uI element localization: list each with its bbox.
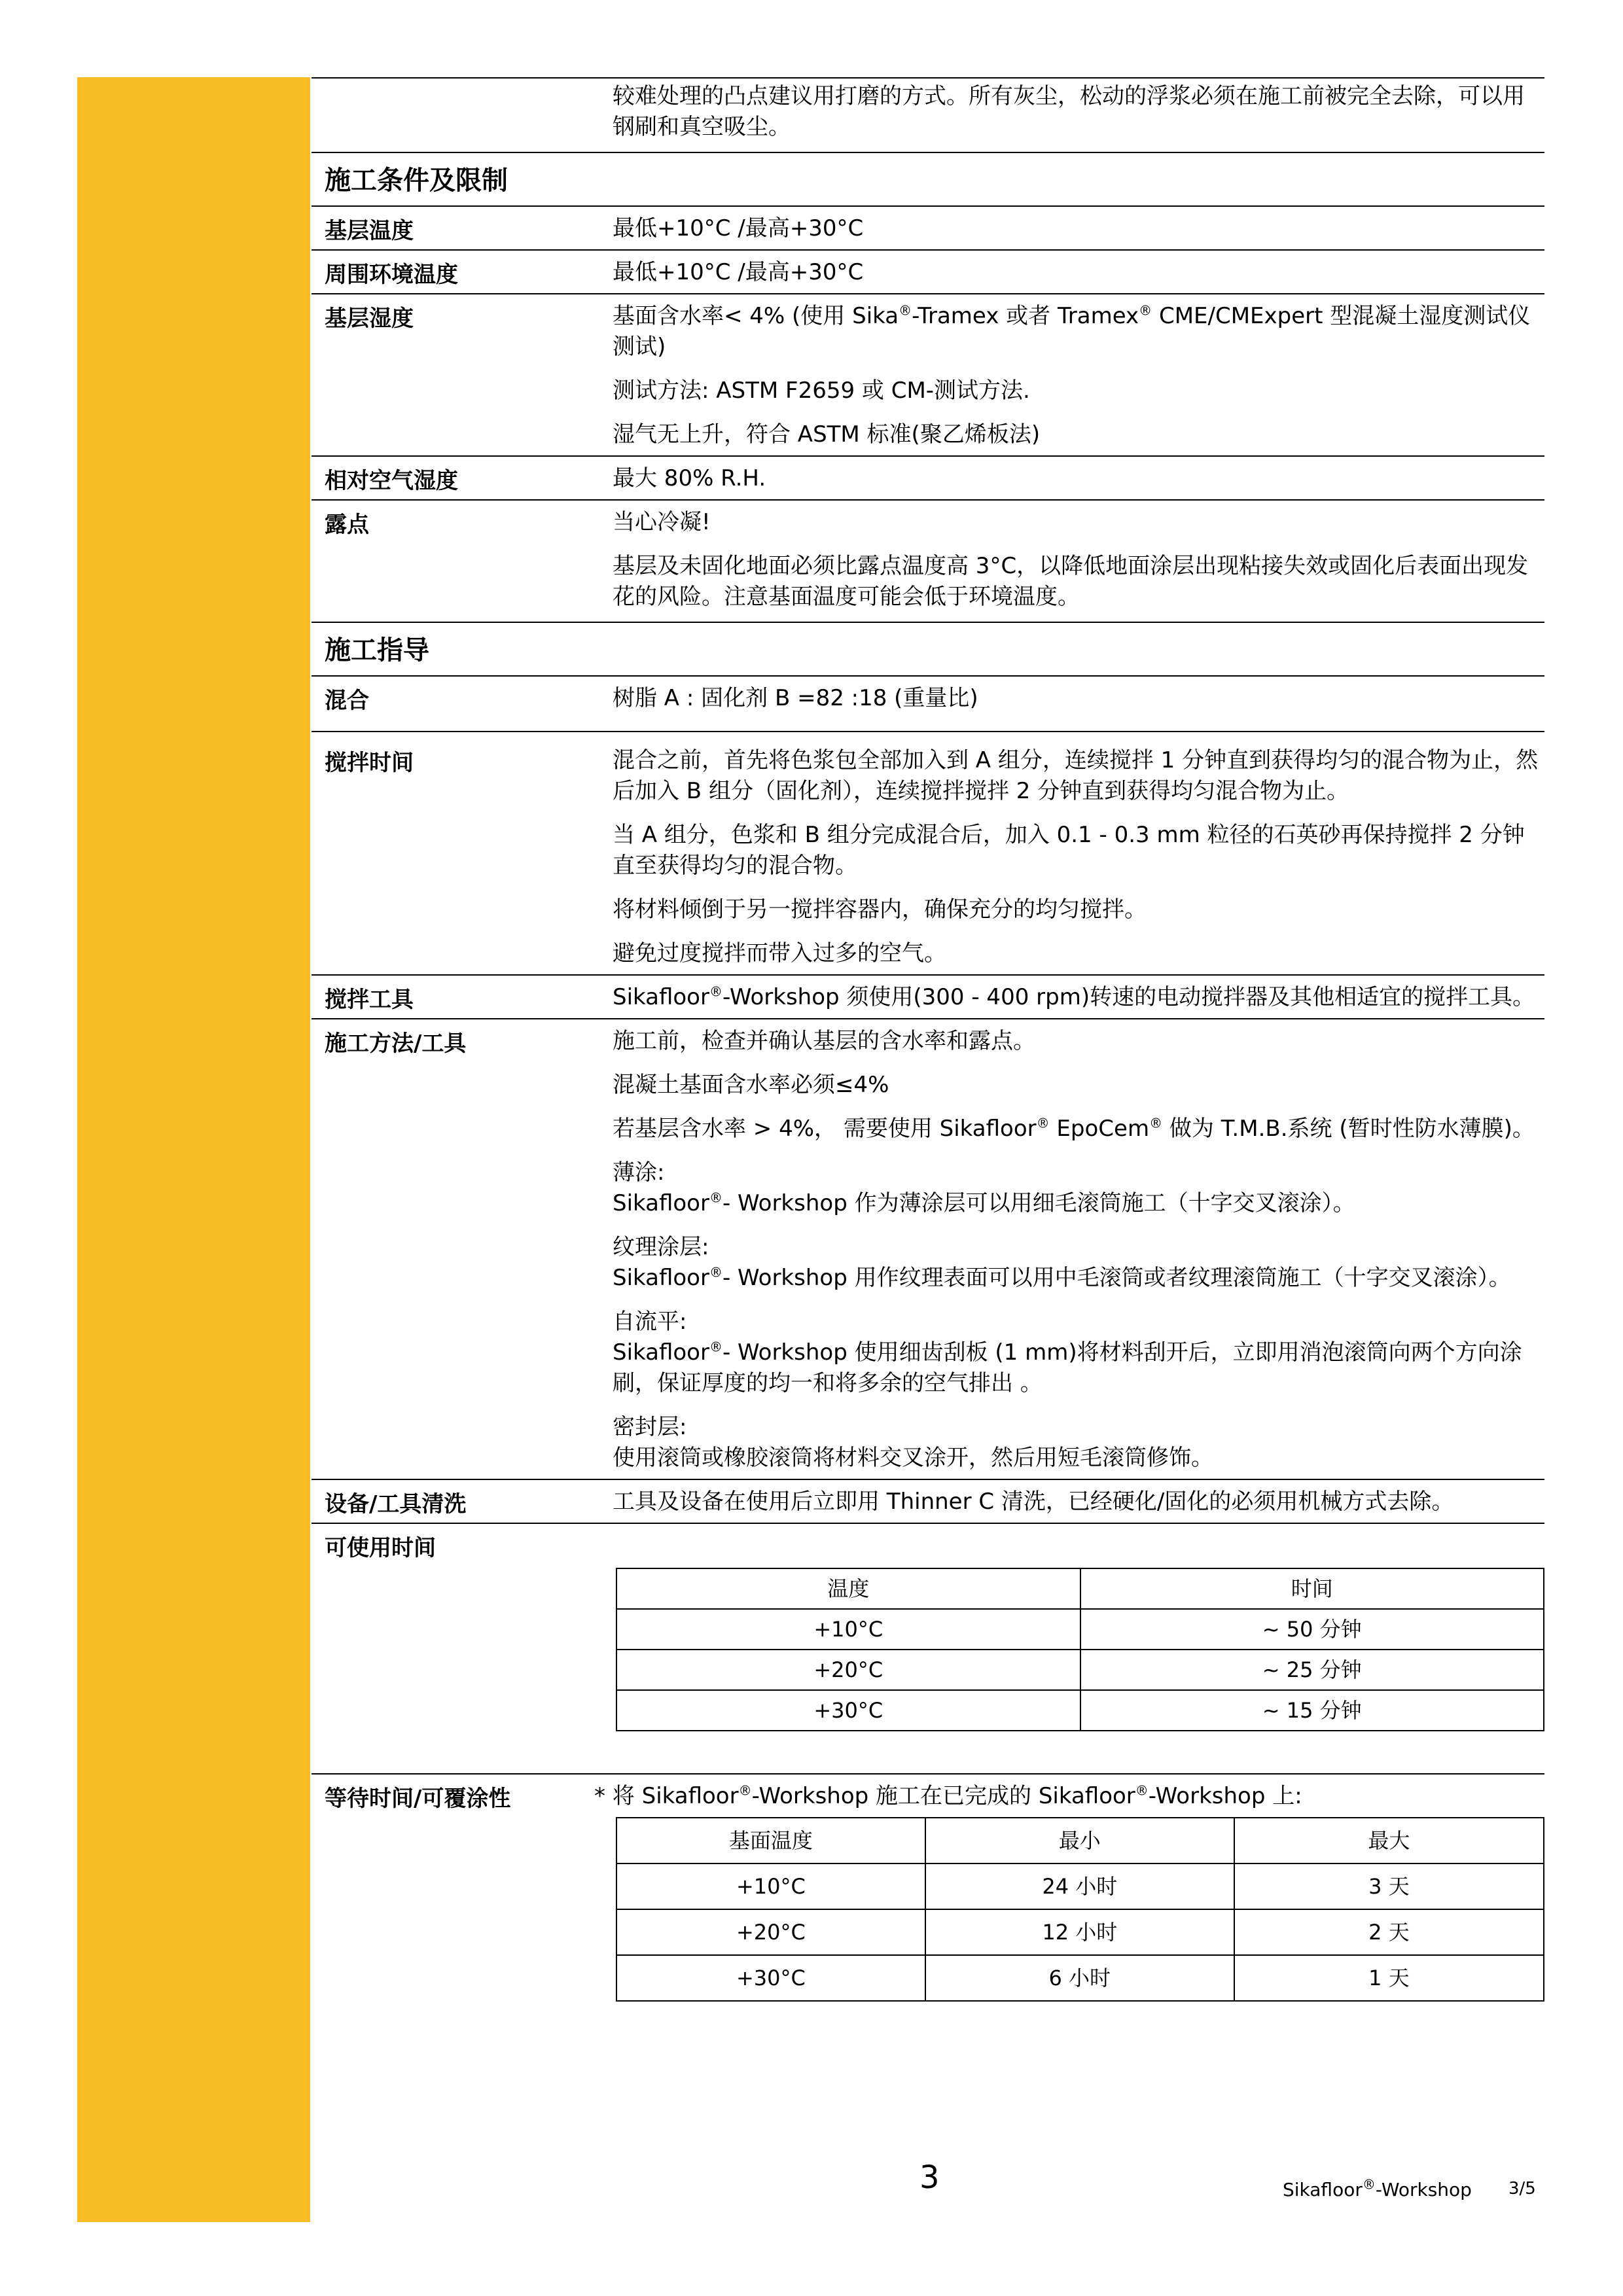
table-row — [616, 1863, 1544, 1909]
table-cell: ~ 25 分钟 — [1080, 1650, 1544, 1690]
label-mixing: 混合 — [325, 688, 369, 714]
label-substrate-temp: 基层温度 — [325, 218, 414, 244]
row-dew-point — [312, 499, 1544, 622]
table-row — [616, 1909, 1544, 1955]
row-prep-continued — [312, 77, 1544, 152]
section-conditions-title: 施工条件及限制 — [312, 152, 1544, 205]
table-header-cell: 时间 — [1080, 1568, 1544, 1609]
brand-sidebar-bar — [77, 77, 310, 2222]
value-waiting-time — [581, 1775, 1544, 2002]
row-cleaning — [312, 1479, 1544, 1523]
application-text-1: 施工前，检查并确认基层的含水率和露点。 — [613, 1028, 1035, 1054]
value-ambient-temp: 最低+10°C /最高+30°C — [613, 259, 864, 285]
table-header-row — [616, 1818, 1544, 1863]
value-application — [581, 1019, 1544, 1479]
pot-life-table — [616, 1568, 1544, 1731]
table-cell: +30°C — [616, 1955, 925, 2001]
mixing-time-text-1: 混合之前，首先将色浆包全部加入到 A 组分，连续搅拌 1 分钟直到获得均匀的混合物为止，然后加入 B 组分（固化剂），连续搅拌搅拌 2 分钟直到获得均匀混合物为止。 — [613, 747, 1539, 804]
table-header-row — [616, 1568, 1544, 1609]
application-thin-coat: 薄涂: Sikafloor®- Workshop 作为薄涂层可以用细毛滚筒施工（十字交叉滚涂）。 — [613, 1159, 1355, 1216]
value-relative-humidity: 最大 80% R.H. — [613, 465, 766, 491]
table-cell: 24 小时 — [925, 1863, 1234, 1909]
moisture-text-1: 基面含水率< 4% (使用 Sika®-Tramex 或者 Tramex® CME/CMExpert 型混凝土湿度测试仪测试) — [613, 302, 1531, 360]
table-header-cell: 最大 — [1234, 1818, 1544, 1863]
value-substrate-moisture — [581, 294, 1544, 455]
footer-page-of: 3/5 — [1508, 2179, 1536, 2199]
label-mixing-time: 搅拌时间 — [325, 750, 414, 776]
table-cell: +10°C — [616, 1863, 925, 1909]
row-label-empty — [312, 79, 581, 152]
application-seal-coat: 密封层: 使用滚筒或橡胶滚筒将材料交叉涂开，然后用短毛滚筒修饰。 — [613, 1414, 1213, 1471]
row-waiting-time — [312, 1773, 1544, 2002]
row-ambient-temp — [312, 249, 1544, 293]
value-substrate-temp: 最低+10°C /最高+30°C — [613, 215, 864, 241]
table-cell: +20°C — [616, 1909, 925, 1955]
value-mixing-tools: Sikafloor®-Workshop 须使用(300 - 400 rpm)转速的电动搅拌器及其他相适宜的搅拌工具。 — [613, 983, 1535, 1010]
label-relative-humidity: 相对空气湿度 — [325, 468, 458, 494]
application-text-3: 若基层含水率 > 4%， 需要使用 Sikafloor® EpoCem® 做为 T.M.B.系统 (暂时性防水薄膜)。 — [613, 1115, 1535, 1142]
row-mixing-time — [312, 731, 1544, 974]
value-mixing: 树脂 A : 固化剂 B =82 :18 (重量比) — [613, 685, 978, 711]
application-text-2: 混凝土基面含水率必须≤4% — [613, 1072, 889, 1098]
mixing-time-text-4: 避免过度搅拌而带入过多的空气。 — [613, 940, 946, 966]
row-relative-humidity — [312, 455, 1544, 499]
row-mixing — [312, 675, 1544, 731]
label-pot-life: 可使用时间 — [325, 1535, 436, 1561]
table-cell: +30°C — [616, 1690, 1080, 1731]
label-ambient-temp: 周围环境温度 — [325, 262, 458, 288]
mixing-time-text-3: 将材料倾倒于另一搅拌容器内，确保充分的均匀搅拌。 — [613, 896, 1147, 923]
table-cell: ~ 15 分钟 — [1080, 1690, 1544, 1731]
application-self-leveling: 自流平: Sikafloor®- Workshop 使用细齿刮板 (1 mm)将材料刮开后，立即用消泡滚筒向两个方向涂刷，保证厚度的均一和将多余的空气排出 。 — [613, 1309, 1522, 1396]
table-header-cell: 基面温度 — [616, 1818, 925, 1863]
table-cell: +20°C — [616, 1650, 1080, 1690]
table-cell: ~ 50 分钟 — [1080, 1609, 1544, 1650]
table-cell: 2 天 — [1234, 1909, 1544, 1955]
table-header-cell: 温度 — [616, 1568, 1080, 1609]
footer-product-name: Sikafloor®-Workshop — [1283, 2176, 1472, 2200]
table-row — [616, 1690, 1544, 1731]
waiting-time-table — [616, 1817, 1544, 2002]
mixing-time-text-2: 当 A 组分，色浆和 B 组分完成混合后，加入 0.1 - 0.3 mm 粒径的石英砂再保持搅拌 2 分钟直至获得均匀的混合物。 — [613, 822, 1525, 879]
label-waiting-time: 等待时间/可覆涂性 — [325, 1786, 511, 1812]
value-dew-point — [581, 501, 1544, 622]
moisture-text-2: 测试方法: ASTM F2659 或 CM-测试方法. — [613, 378, 1030, 404]
label-cleaning: 设备/工具清洗 — [325, 1491, 467, 1517]
table-row — [616, 1650, 1544, 1690]
value-cleaning: 工具及设备在使用后立即用 Thinner C 清洗，已经硬化/固化的必须用机械方式去除。 — [613, 1489, 1454, 1515]
table-cell: 3 天 — [1234, 1863, 1544, 1909]
label-substrate-moisture: 基层湿度 — [325, 306, 414, 332]
table-cell: 1 天 — [1234, 1955, 1544, 2001]
row-pot-life — [312, 1523, 1544, 1773]
row-substrate-temp — [312, 205, 1544, 249]
dew-point-text-2: 基层及未固化地面必须比露点温度高 3°C，以降低地面涂层出现粘接失效或固化后表面出现发花的风险。注意基面温度可能会低于环境温度。 — [613, 553, 1529, 610]
row-mixing-tools — [312, 974, 1544, 1018]
waiting-note: * 将 Sikafloor®-Workshop 施工在已完成的 Sikafloor®-Workshop 上: — [594, 1782, 1302, 1809]
label-mixing-tools: 搅拌工具 — [325, 987, 414, 1013]
value-mixing-time — [581, 732, 1544, 974]
table-cell: +10°C — [616, 1609, 1080, 1650]
page-number: 3 — [919, 2159, 940, 2196]
row-substrate-moisture — [312, 293, 1544, 455]
section-instructions-title: 施工指导 — [312, 622, 1544, 675]
prep-tail-text: 较难处理的凸点建议用打磨的方式。所有灰尘，松动的浮浆必须在施工前被完全去除，可以用钢刷和真空吸尘。 — [613, 83, 1525, 140]
label-dew-point: 露点 — [325, 512, 369, 538]
row-application — [312, 1018, 1544, 1479]
table-cell: 6 小时 — [925, 1955, 1234, 2001]
table-row — [616, 1955, 1544, 2001]
table-cell: 12 小时 — [925, 1909, 1234, 1955]
application-texture-coat: 纹理涂层: Sikafloor®- Workshop 用作纹理表面可以用中毛滚筒或者纹理滚筒施工（十字交叉滚涂）。 — [613, 1234, 1511, 1291]
table-header-cell: 最小 — [925, 1818, 1234, 1863]
table-row — [616, 1609, 1544, 1650]
datasheet-content — [312, 77, 1544, 2002]
label-application: 施工方法/工具 — [325, 1031, 467, 1057]
dew-point-text-1: 当心冷凝! — [613, 509, 711, 535]
moisture-text-3: 湿气无上升，符合 ASTM 标准(聚乙烯板法) — [613, 421, 1041, 448]
